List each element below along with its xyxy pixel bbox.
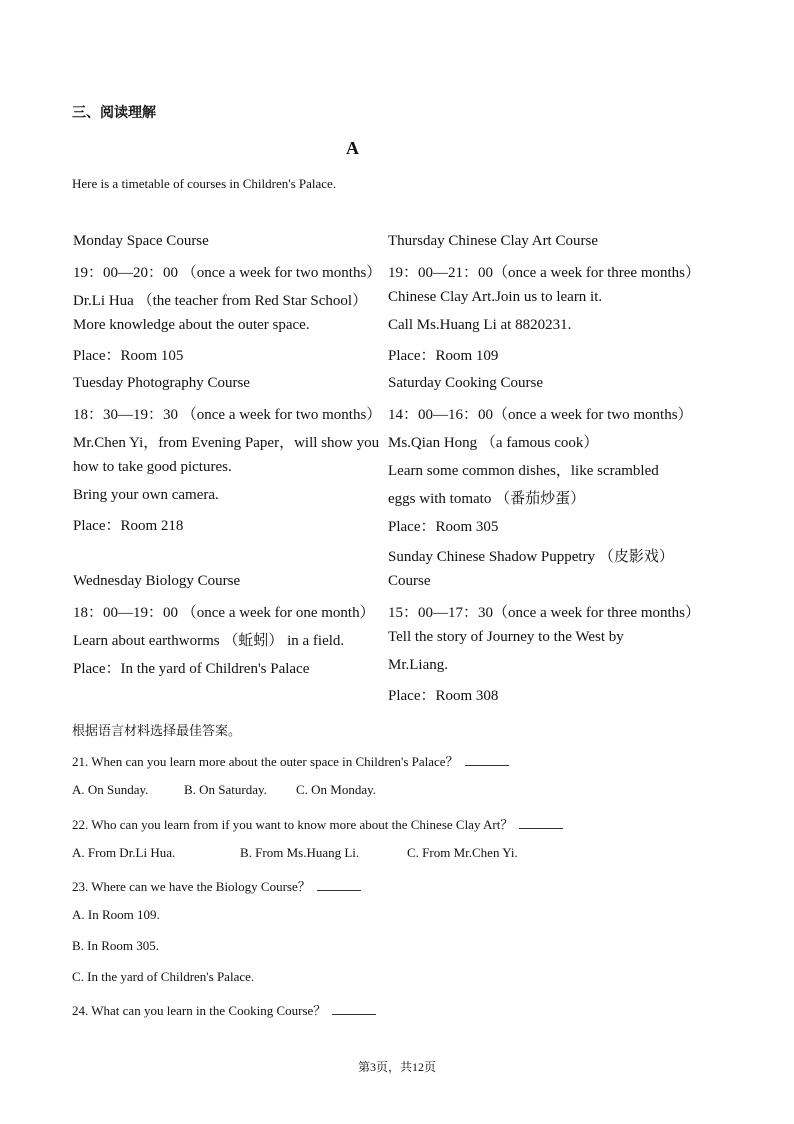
- course-time-monday: 19：00—20：00 （once a week for two months）: [73, 265, 382, 281]
- course-time-tuesday: 18：30—19：30 （once a week for two months）: [73, 407, 382, 423]
- course-place-sunday: Place：Room 308: [388, 688, 499, 704]
- course-place-thursday: Place：Room 109: [388, 348, 499, 364]
- option-21-c[interactable]: C. On Monday.: [296, 782, 377, 797]
- course-title-sunday: Sunday Chinese Shadow Puppetry （皮影戏）: [388, 549, 674, 565]
- question-21: [72, 751, 509, 770]
- course-time-thursday: 19：00—21：00（once a week for three months）: [388, 265, 701, 281]
- course-teacher-saturday: Ms.Qian Hong （a famous cook）: [388, 435, 599, 451]
- option-21-b[interactable]: B. On Saturday.: [184, 782, 267, 797]
- question-text: 21. When can you learn more about the outer space in Children's Palace？: [72, 754, 459, 769]
- question-23: [72, 876, 361, 895]
- question-22: [72, 814, 563, 833]
- question-text: 23. Where can we have the Biology Course？: [72, 879, 311, 894]
- option-23-c[interactable]: C. In the yard of Children's Palace.: [72, 969, 255, 984]
- option-22-a[interactable]: A. From Dr.Li Hua.: [72, 845, 176, 860]
- course-desc-monday: More knowledge about the outer space.: [73, 317, 310, 333]
- course-title-sunday-2: Course: [388, 573, 431, 589]
- course-title-wednesday: Wednesday Biology Course: [73, 573, 241, 589]
- course-title-tuesday: Tuesday Photography Course: [73, 375, 250, 391]
- course-title-saturday: Saturday Cooking Course: [388, 375, 543, 391]
- course-time-sunday: 15：00—17：30（once a week for three months）: [388, 605, 701, 621]
- intro-text: Here is a timetable of courses in Children's Palace.: [72, 176, 337, 191]
- course-place-wednesday: Place：In the yard of Children's Palace: [73, 661, 310, 677]
- option-22-c[interactable]: C. From Mr.Chen Yi.: [407, 845, 518, 860]
- course-desc-saturday-2: eggs with tomato （番茄炒蛋）: [388, 491, 586, 507]
- course-desc-tuesday: Mr.Chen Yi，from Evening Paper，will show you: [73, 435, 380, 451]
- question-24: [72, 1000, 376, 1019]
- instruction: 根据语言材料选择最佳答案。: [72, 723, 242, 738]
- course-desc-saturday: Learn some common dishes，like scrambled: [388, 463, 659, 479]
- course-desc-tuesday-3: Bring your own camera.: [73, 487, 219, 503]
- course-desc-tuesday-2: how to take good pictures.: [73, 459, 232, 475]
- course-time-saturday: 14：00—16：00（once a week for two months）: [388, 407, 693, 423]
- course-place-monday: Place：Room 105: [73, 348, 184, 364]
- question-text: 24. What can you learn in the Cooking Course？: [72, 1003, 327, 1018]
- course-desc-wednesday: Learn about earthworms （蚯蚓） in a field.: [73, 633, 345, 649]
- answer-blank[interactable]: [332, 1004, 376, 1015]
- course-desc-sunday: Tell the story of Journey to the West by: [388, 629, 624, 645]
- option-23-a[interactable]: A. In Room 109.: [72, 907, 160, 922]
- answer-blank[interactable]: [465, 755, 509, 766]
- answer-blank[interactable]: [519, 818, 563, 829]
- course-contact-thursday: Call Ms.Huang Li at 8820231.: [388, 317, 572, 333]
- passage-title: A: [346, 138, 359, 158]
- answer-blank[interactable]: [317, 880, 361, 891]
- option-23-b[interactable]: B. In Room 305.: [72, 938, 160, 953]
- course-teacher-monday: Dr.Li Hua （the teacher from Red Star School）: [73, 293, 368, 309]
- course-title-thursday: Thursday Chinese Clay Art Course: [388, 233, 598, 249]
- course-desc-thursday: Chinese Clay Art.Join us to learn it.: [388, 289, 603, 305]
- question-text: 22. Who can you learn from if you want to know more about the Chinese Clay Art？: [72, 817, 514, 832]
- page-footer: 第3页，共12页: [357, 1060, 436, 1074]
- option-21-a[interactable]: A. On Sunday.: [72, 782, 149, 797]
- course-place-tuesday: Place：Room 218: [73, 518, 184, 534]
- course-place-saturday: Place：Room 305: [388, 519, 499, 535]
- section-heading: 三、阅读理解: [72, 105, 156, 121]
- course-desc-sunday-2: Mr.Liang.: [388, 657, 448, 673]
- course-title-monday: Monday Space Course: [73, 233, 209, 249]
- option-22-b[interactable]: B. From Ms.Huang Li.: [240, 845, 360, 860]
- course-time-wednesday: 18：00—19：00 （once a week for one month）: [73, 605, 375, 621]
